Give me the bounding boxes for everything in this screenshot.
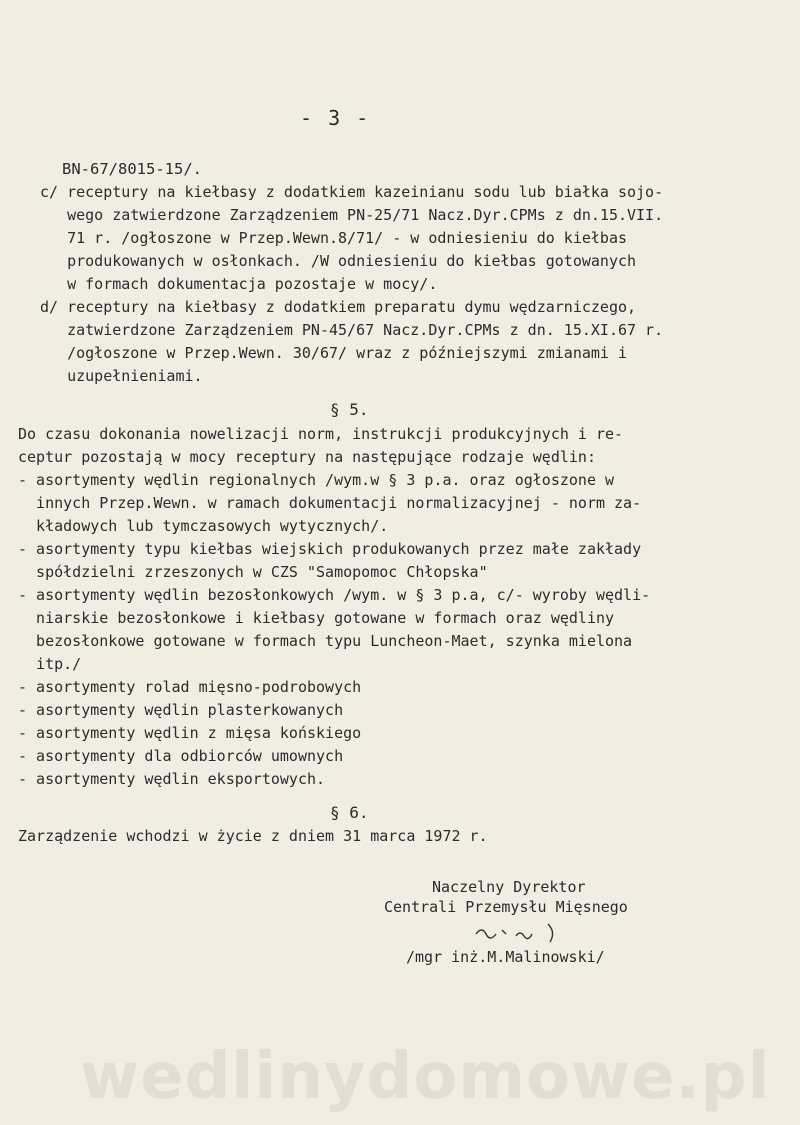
- text-line: 71 r. /ogłoszone w Przep.Wewn.8/71/ - w odniesieniu do kiełbas: [40, 229, 627, 247]
- text-line: w formach dokumentacja pozostaje w mocy/.: [40, 275, 438, 293]
- text-line: wego zatwierdzone Zarządzeniem PN-25/71 Nacz.Dyr.CPMs z dn.15.VII.: [40, 206, 664, 224]
- list-item: - asortymenty wędlin z mięsa końskiego: [18, 724, 362, 742]
- text-line: kładowych lub tymczasowych wytycznych/.: [18, 517, 389, 535]
- text-line: c/ receptury na kiełbasy z dodatkiem kazeinianu sodu lub białka sojo-: [40, 183, 664, 201]
- text-line: itp./: [18, 655, 82, 673]
- signature-title-2: Centrali Przemysłu Mięsnego: [384, 898, 628, 916]
- text-line: d/ receptury na kiełbasy z dodatkiem preparatu dymu wędzarniczego,: [40, 298, 637, 316]
- signature-title-1: Naczelny Dyrektor: [432, 878, 586, 896]
- text-line: bezosłonkowe gotowane w formach typu Luncheon-Maet, szynka mielona: [18, 632, 633, 650]
- text-line: produkowanych w osłonkach. /W odniesieniu do kiełbas gotowanych: [40, 252, 637, 270]
- text-line: /ogłoszone w Przep.Wewn. 30/67/ wraz z późniejszymi zmianami i: [40, 344, 627, 362]
- text-line: ceptur pozostają w mocy receptury na następujące rodzaje wędlin:: [18, 448, 596, 466]
- text-line: niarskie bezosłonkowe i kiełbasy gotowane w formach oraz wędliny: [18, 609, 615, 627]
- text-line: Do czasu dokonania nowelizacji norm, instrukcji produkcyjnych i re-: [18, 425, 624, 443]
- text-line: uzupełnieniami.: [40, 367, 203, 385]
- page-number: - 3 -: [300, 106, 371, 130]
- watermark: wedlinydomowe.pl: [80, 1040, 771, 1114]
- section-6-text: Zarządzenie wchodzi w życie z dniem 31 marca 1972 r.: [18, 827, 488, 845]
- list-item: - asortymenty wędlin regionalnych /wym.w § 3 p.a. oraz ogłoszone w: [18, 471, 615, 489]
- section-6-heading: § 6.: [330, 803, 369, 822]
- list-item: - asortymenty wędlin plasterkowanych: [18, 701, 344, 719]
- list-item: - asortymenty typu kiełbas wiejskich produkowanych przez małe zakłady: [18, 540, 642, 558]
- section-5-heading: § 5.: [330, 400, 369, 419]
- signatory-name: /mgr inż.M.Malinowski/: [406, 948, 605, 966]
- document-reference: BN-67/8015-15/.: [62, 160, 202, 178]
- handwritten-signature: [472, 918, 582, 946]
- list-item: - asortymenty dla odbiorców umownych: [18, 747, 344, 765]
- text-line: zatwierdzone Zarządzeniem PN-45/67 Nacz.Dyr.CPMs z dn. 15.XI.67 r.: [40, 321, 664, 339]
- list-item: - asortymenty wędlin bezosłonkowych /wym. w § 3 p.a, c/- wyroby wędli-: [18, 586, 651, 604]
- text-line: spółdzielni zrzeszonych w CZS "Samopomoc Chłopska": [18, 563, 488, 581]
- text-line: innych Przep.Wewn. w ramach dokumentacji normalizacyjnej - norm za-: [18, 494, 642, 512]
- list-item: - asortymenty rolad mięsno-podrobowych: [18, 678, 362, 696]
- list-item: - asortymenty wędlin eksportowych.: [18, 770, 326, 788]
